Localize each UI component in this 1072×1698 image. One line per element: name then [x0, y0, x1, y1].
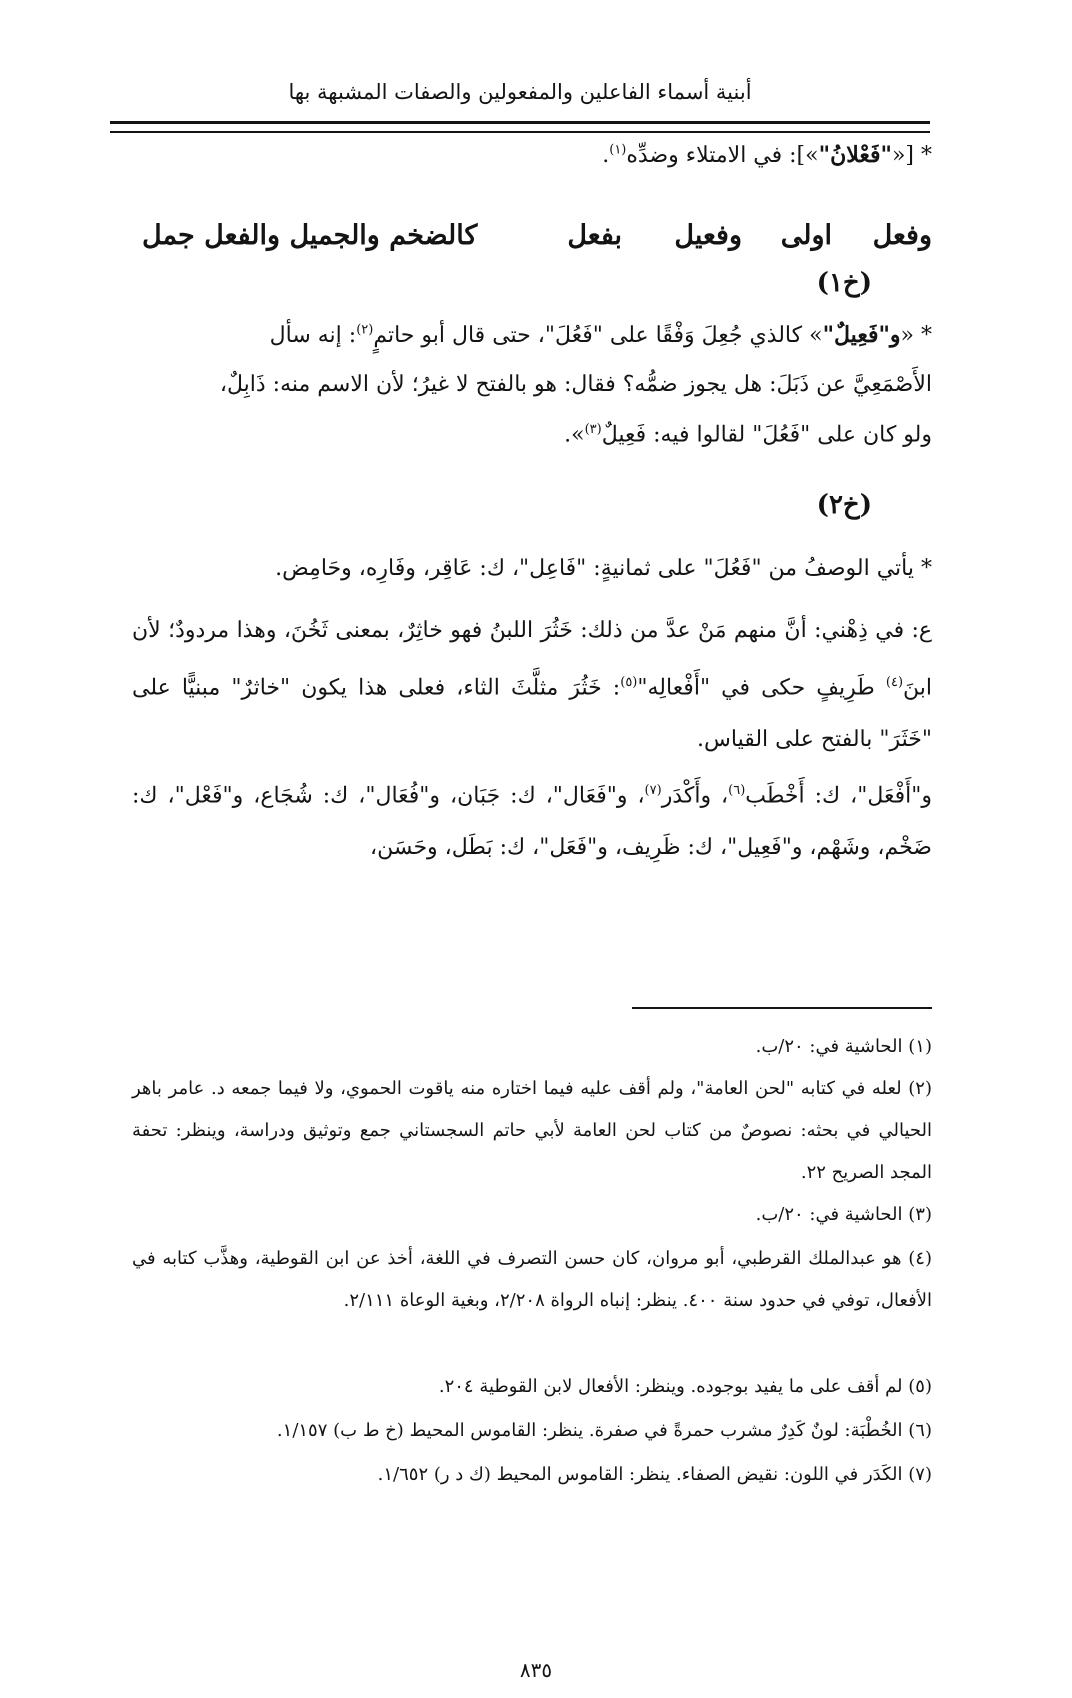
verse-hemistich-2: كالضخم والجميل والفعل جمل — [142, 220, 478, 251]
paragraph-khathir: ع: في ذِهْني: أنَّ منهم مَنْ عدَّ من ذلك: خَثُرَ اللبنُ فهو خاثِرٌ، بمعنى ثَخُنَ، وهذا مردودٌ؛ لأن ابنَ$^{(٤)}$ طَرِيفٍ حكى في "أَفْعالِه"$^{(٥)}$: خَثُرَ مثلَّثَ الثاء، فعلى هذا يكون "خاثرٌ" مبنيًّا على "خَثَرَ" بالفتح على القياس. — [132, 618, 933, 753]
verse-word-4: بفعل — [567, 220, 622, 251]
footnote-1: (١) الحاشية في: ٢٠/ب. — [755, 1036, 932, 1057]
paragraph-wasf: * يأتي الوصفُ من "فَعُلَ" على ثمانيةٍ: "فَاعِل"، ك: عَاقِر، وفَارِه، وحَامِض. — [275, 556, 932, 581]
verse-word-2: اولى — [780, 220, 832, 251]
footnote-3: (٣) الحاشية في: ٢٠/ب. — [755, 1204, 932, 1225]
header-rule-thin — [110, 131, 930, 133]
paragraph-afal: و"أَفْعَل"، ك: أَخْطَب$^{(٦)}$، وأَكْدَر$^{(٧)}$، و"فَعَال"، ك: جَبَان، و"فُعَال"، ك: شُجَاع، و"فَعْل"، ك: ضَخْم، وشَهْم، و"فَعِيل"، ك: ظَرِيف، و"فَعَل"، ك: بَطَل، وحَسَن، — [132, 783, 932, 861]
footnote-ref-7: (٧) — [644, 783, 662, 798]
footnote-ref-6: (٦) — [728, 783, 746, 798]
footnote-6: (٦) الخُطْبَة: لونٌ كَدِرٌ مشرب حمرةً في صفرة. ينظر: القاموس المحيط (خ ط ب) ١/١٥٧. — [276, 1420, 932, 1441]
footnote-ref-3: (٣) — [584, 422, 602, 437]
manuscript-marker-2: (خ٢) — [816, 490, 872, 520]
footnote-ref-5: (٥) — [620, 675, 638, 690]
paragraph-falan: * [«"فَعْلانُ"»]: في الامتلاء وضدِّه$^{(١)}$. — [602, 142, 932, 168]
paragraph-faeel-line-1: * «و"فَعِيلٌ"» كالذي جُعِلَ وَفْقًا على "فَعُلَ"، حتى قال أبو حاتمٍ$^{(٢)}$: إنه سأل — [269, 322, 932, 348]
footnote-4: (٤) هو عبدالملك القرطبي، أبو مروان، كان حسن التصرف في اللغة، أخذ عن ابن القوطية، وهذَّب كتابه في الأفعال، توفي في حدود سنة ٤٠٠. ينظر: إنباه الرواة ٢/٢٠٨، وبغية الوعاة ٢/١١١. — [132, 1248, 932, 1311]
footnote-2: (٢) لعله في كتابه "لحن العامة"، ولم أقف عليه فيما اختاره منه ياقوت الحموي، ولا فيما جمعه د. عامر باهر الحيالي في بحثه: نصوصٌ من كتاب لحن العامة لأبي حاتم السجستاني جمع وتوثيق ودراسة، وينظر: تحفة المجد الصريح ٢٢. — [132, 1078, 932, 1183]
footnote-ref-1: (١) — [609, 142, 627, 158]
manuscript-marker-1: (خ١) — [816, 268, 872, 298]
paragraph-faeel-line-3: ولو كان على "فَعُلَ" لقالوا فيه: فَعِيلٌ$^{(٣)}$». — [564, 422, 932, 448]
verse-line — [142, 220, 932, 260]
verse-word-1: وفعل — [872, 220, 932, 251]
footnote-ref-4: (٤) — [885, 675, 904, 690]
running-header: أبنية أسماء الفاعلين والمفعولين والصفات المشبهة بها — [288, 80, 752, 104]
footnote-separator — [632, 1007, 932, 1009]
paragraph-faeel-line-2: الأَصْمَعِيَّ عن ذَبَلَ: هل يجوز ضمُّه؟ فقال: هو بالفتح لا غيرُ؛ لأن الاسم منه: ذَابِلٌ، — [219, 372, 932, 397]
page-number: ٨٣٥ — [519, 1658, 553, 1682]
verse-word-3: وفعيل — [674, 220, 742, 251]
footnote-5: (٥) لم أقف على ما يفيد بوجوده. وينظر: الأفعال لابن القوطية ٢٠٤. — [438, 1376, 932, 1397]
footnote-ref-2: (٢) — [356, 322, 374, 338]
header-rule-thick — [110, 121, 930, 124]
footnote-7: (٧) الكَدَر في اللون: نقيض الصفاء. ينظر: القاموس المحيط (ك د ر) ١/٦٥٢. — [377, 1464, 932, 1485]
